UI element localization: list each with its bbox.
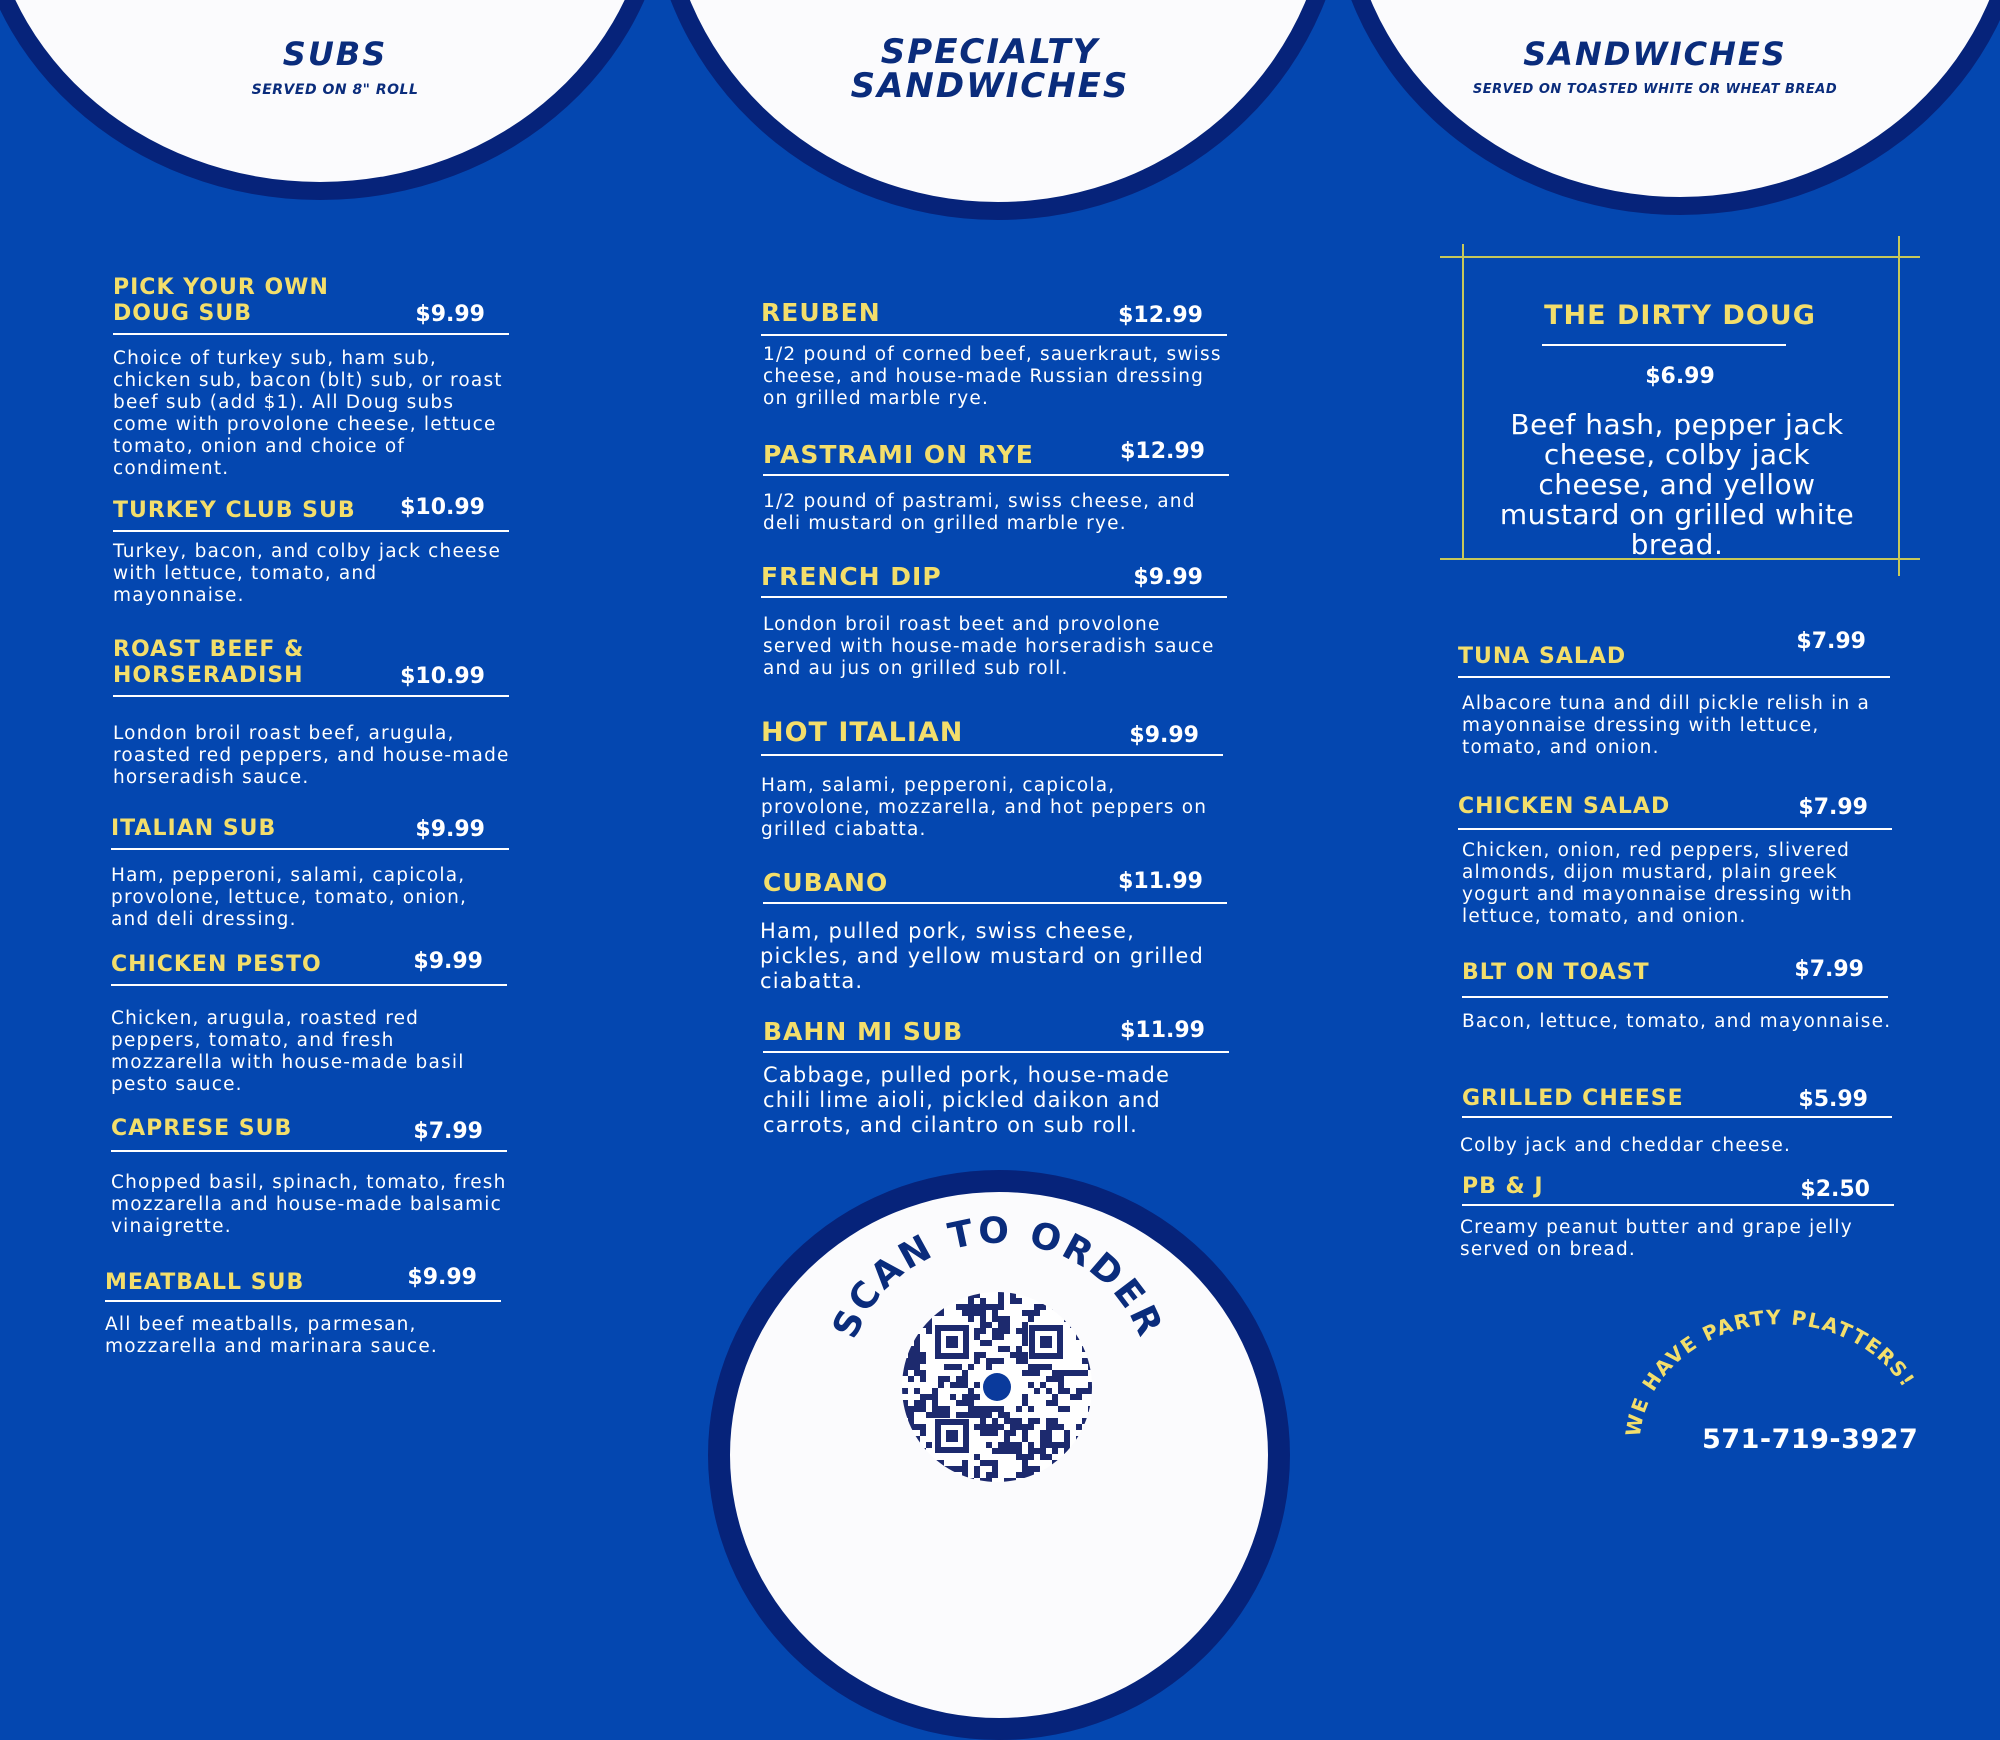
menu-item-price: $7.99 [1796,629,1866,654]
menu-item-name: CHICKEN SALAD [1458,794,1671,819]
menu-item-price: $10.99 [400,495,485,520]
menu-item-description: Chopped basil, spinach, tomato, fresh mozzarella and house-made balsamic vinaigrette. [111,1172,507,1237]
menu-item-header [1462,1172,1894,1206]
menu-item-description: Ham, pulled pork, swiss cheese, pickles, and yellow mustard on grilled ciabatta. [760,919,1205,993]
menu-item-header [111,1112,507,1152]
menu-item-description: Choice of turkey sub, ham sub, chicken sub, bacon (blt) sub, or roast beef sub (add $1). All Doug subs come with provolone cheese, lettuce tomato, onion and choice of condiment. [113,348,503,479]
menu-item-price: $10.99 [400,664,485,689]
menu-item-name: CAPRESE SUB [111,1116,293,1141]
menu-item-description: 1/2 pound of pastrami, swiss cheese, and deli mustard on grilled marble rye. [763,491,1196,534]
menu-item-header [1462,1082,1892,1118]
divider [113,530,509,532]
menu-item-header [761,712,1223,756]
specialty-title-line2: SANDWICHES [850,66,1130,106]
menu-item-price: $7.99 [1798,795,1868,820]
menu-item-name: GRILLED CHEESE [1462,1086,1684,1111]
divider [111,984,507,986]
menu-item-description: Chicken, arugula, roasted red peppers, tomato, and fresh mozzarella with house-made basil pesto sauce. [111,1008,465,1095]
menu-item-description: Ham, pepperoni, salami, capicola, provolone, lettuce, tomato, onion, and deli dressing. [111,865,468,930]
featured-content [1462,244,1898,560]
menu-item-header [1462,952,1888,998]
menu-item-description: Turkey, bacon, and colby jack cheese with lettuce, tomato, and mayonnaise. [113,541,502,606]
menu-item-header [763,432,1229,476]
menu-item-price: $9.99 [407,1265,477,1290]
sandwiches-header-circle [1330,0,2000,215]
divider [1542,344,1786,346]
menu-item-price: $7.99 [1794,957,1864,982]
menu-item-header [111,810,509,850]
menu-item-price: $11.99 [1120,1018,1205,1043]
menu-item-name: HOT ITALIAN [761,717,964,748]
menu-item-header [761,556,1227,598]
menu-item-name: CHICKEN PESTO [111,952,322,977]
divider [761,596,1227,598]
menu-item-name: TURKEY CLUB SUB [113,498,356,523]
divider [105,1300,501,1302]
menu-item-name: PB & J [1462,1174,1544,1199]
divider [1462,1204,1894,1206]
menu-item-name: TUNA SALAD [1458,644,1627,669]
divider [761,754,1223,756]
menu-item-header [1458,788,1892,830]
menu-item-header [1458,630,1890,678]
menu-item-name: PICK YOUR OWN DOUG SUB [113,275,329,326]
divider [763,902,1227,904]
menu-item-description: London broil roast beef, arugula, roasted red peppers, and house-made horseradish sauce. [113,723,510,788]
menu-item-header [105,1260,501,1302]
specialty-title-line1: SPECIALTY [880,32,1100,72]
divider [1462,996,1888,998]
svg-text:WE HAVE PARTY PLATTERS! [1621,1305,1920,1438]
menu-item-header [761,292,1227,336]
menu-item-price: $9.99 [415,817,485,842]
divider [1458,828,1892,830]
featured-name: THE DIRTY DOUG [1544,300,1816,331]
menu-item-price: $11.99 [1118,869,1203,894]
sandwiches-subtitle: SERVED ON TOASTED WHITE OR WHEAT BREAD [1472,82,1838,97]
menu-item-description: Chicken, onion, red peppers, slivered almonds, dijon mustard, plain greek yogurt and mayonnaise dressing with lettuce, tomato, and onion. [1462,840,1853,927]
menu-item-price: $9.99 [413,949,483,974]
featured-price: $6.99 [1645,364,1715,389]
menu-item-header [113,632,509,697]
menu-item-name: ROAST BEEF & HORSERADISH [113,637,305,688]
menu-item-price: $12.99 [1120,439,1205,464]
menu-item-name: BAHN MI SUB [763,1017,964,1046]
menu-item-price: $9.99 [1133,565,1203,590]
specialty-title [780,32,1200,106]
scan-to-order-label: SCAN TO ORDER [825,1210,1171,1345]
menu-item-header [113,270,509,335]
divider [763,474,1229,476]
menu-item-description: Ham, salami, pepperoni, capicola, provolone, mozzarella, and hot peppers on grilled ciabatta. [761,775,1208,840]
divider [761,334,1227,336]
menu-item-price: $2.50 [1800,1177,1870,1202]
sandwiches-title: SANDWICHES [1523,35,1787,73]
subs-header-circle [0,0,670,200]
menu-item-name: CUBANO [763,868,889,897]
menu-item-header [763,864,1227,904]
menu-item-price: $7.99 [413,1119,483,1144]
featured-description: Beef hash, pepper jack cheese, colby jack cheese, and yellow mustard on grilled white bread. [1499,408,1855,561]
divider [113,333,509,335]
menu-item-description: All beef meatballs, parmesan, mozzarella and marinara sauce. [105,1314,438,1357]
divider [1458,676,1890,678]
divider [111,848,509,850]
menu-item-description: Albacore tuna and dill pickle relish in a mayonnaise dressing with lettuce, tomato, and onion. [1462,693,1871,758]
frame-line-right [1898,236,1900,576]
menu-item-name: BLT ON TOAST [1462,960,1650,985]
subs-title: SUBS [282,35,388,73]
menu-item-name: REUBEN [761,298,881,327]
divider [113,695,509,697]
party-platters-text: WE HAVE PARTY PLATTERS! [1620,1305,1921,1439]
subs-subtitle: SERVED ON 8" ROLL [251,82,419,98]
menu-item-price: $9.99 [1129,723,1199,748]
menu-item-name: MEATBALL SUB [105,1270,305,1295]
divider [111,1150,507,1152]
qr-code[interactable] [902,1292,1092,1482]
menu-item-header [111,946,507,986]
menu-item-description: Creamy peanut butter and grape jelly served on bread. [1460,1217,1853,1260]
featured-item [1440,244,1920,560]
menu-item-header [113,490,509,532]
menu-item-header [763,1012,1229,1053]
menu-item-price: $12.99 [1118,303,1203,328]
menu-item-price: $5.99 [1798,1087,1868,1112]
menu-item-description: Bacon, lettuce, tomato, and mayonnaise. [1462,1011,1892,1032]
menu-item-description: London broil roast beet and provolone served with house-made horseradish sauce and au jus on grilled sub roll. [763,614,1215,679]
menu-item-name: PASTRAMI ON RYE [763,440,1034,469]
phone-number[interactable]: 571-719-3927 [1702,1424,1919,1455]
divider [763,1051,1229,1053]
divider [1462,1116,1892,1118]
menu-item-name: FRENCH DIP [761,562,942,591]
menu-item-price: $9.99 [415,302,485,327]
menu-item-name: ITALIAN SUB [111,816,277,841]
menu-item-description: Cabbage, pulled pork, house-made chili lime aioli, pickled daikon and carrots, and cilantro on sub roll. [763,1063,1171,1137]
menu-item-description: 1/2 pound of corned beef, sauerkraut, swiss cheese, and house-made Russian dressing on grilled marble rye. [763,344,1222,409]
menu-item-description: Colby jack and cheddar cheese. [1460,1135,1792,1156]
